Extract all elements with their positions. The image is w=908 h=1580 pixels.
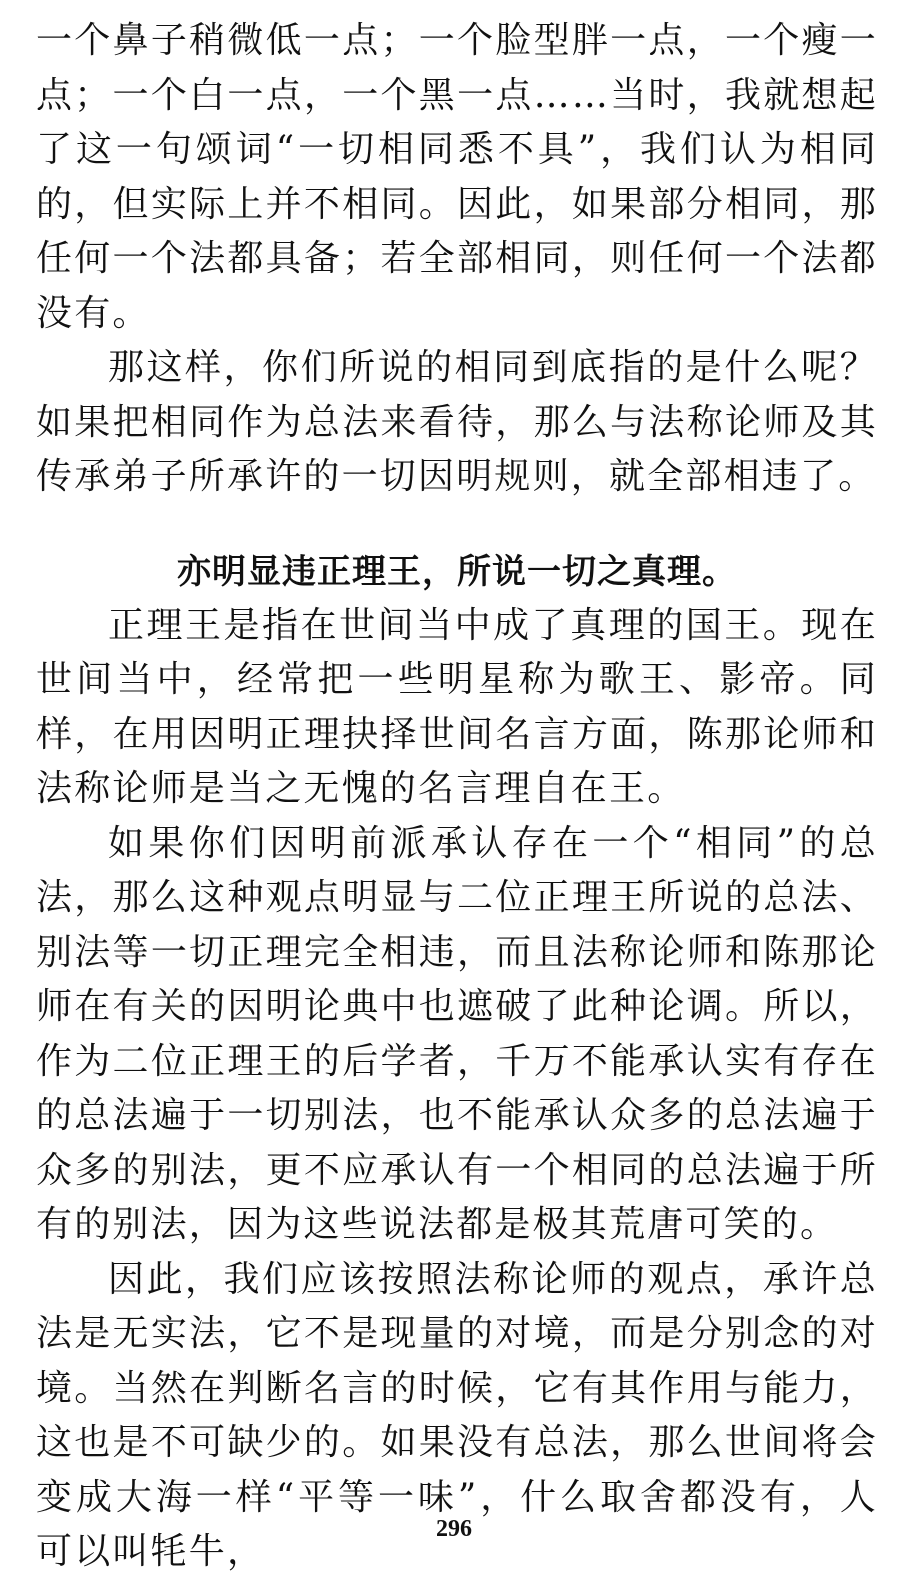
body-paragraph: 如果你们因明前派承认存在一个“相同”的总法，那么这种观点明显与二位正理王所说的总法、别法等一切正理完全相违，而且法称论师和陈那论师在有关的因明论典中也遮破了此种论调。所以，作为二位正理王的后学者，千万不能承认实有存在的总法遍于一切别法，也不能承认众多的总法遍于众多的别法，更不应承认有一个相同的总法遍于所有的别法，因为这些说法都是极其荒唐可笑的。 [36,822,878,1245]
body-paragraph: 那这样，你们所说的相同到底指的是什么呢？如果把相同作为总法来看待，那么与法称论师及其传承弟子所承许的一切因明规则，就全部相违了。 [36,347,878,497]
body-paragraph: 正理王是指在世间当中成了真理的国王。现在世间当中，经常把一些明星称为歌王、影帝。同样，在用因明正理抉择世间名言方面，陈那论师和法称论师是当之无愧的名言理自在王。 [36,604,878,809]
body-paragraph: 一个鼻子稍微低一点；一个脸型胖一点，一个瘦一点；一个白一点，一个黑一点……当时，我就想起了这一句颂词“一切相同悉不具”，我们认为相同的，但实际上并不相同。因此，如果部分相同，那任何一个法都具备；若全部相同，则任何一个法都没有。 [36,20,878,334]
page-body [36,14,878,1580]
section-heading: 亦明显违正理王，所说一切之真理。 [177,551,737,592]
page-number: 296 [436,1516,472,1542]
body-paragraph: 因此，我们应该按照法称论师的观点，承许总法是无实法，它不是现量的对境，而是分别念的对境。当然在判断名言的时候，它有其作用与能力，这也是不可缺少的。如果没有总法，那么世间将会变成大海一样“平等一味”，什么取舍都没有，人可以叫牦牛， [36,1258,878,1572]
